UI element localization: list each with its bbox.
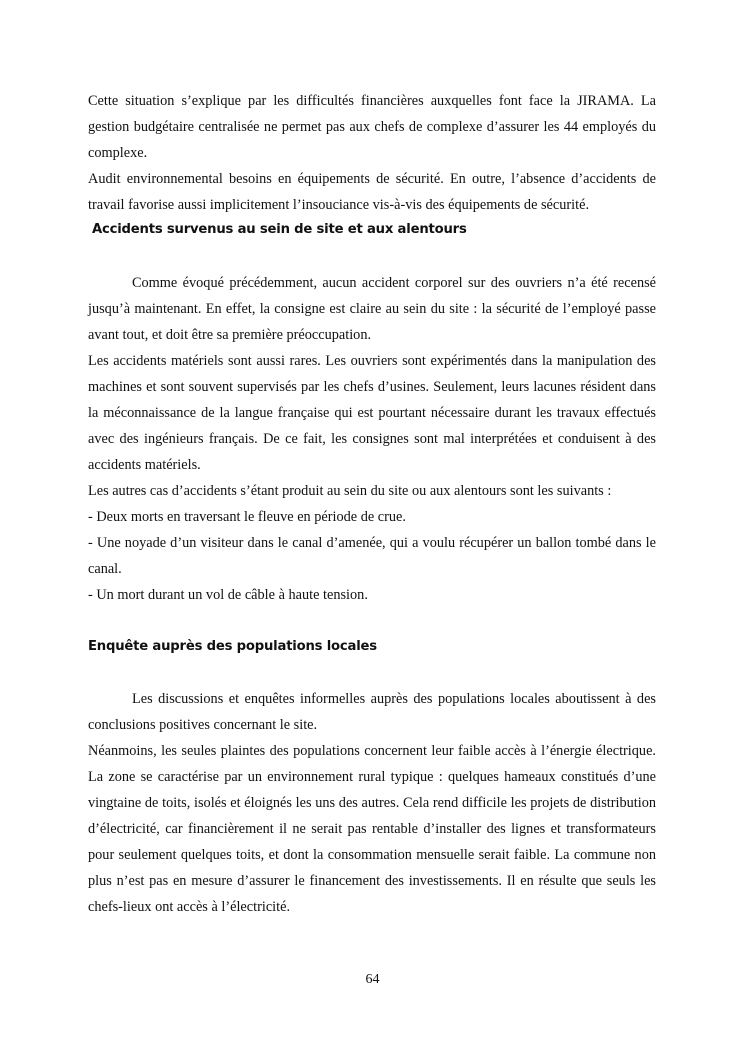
accidents-paragraph-2: Les accidents matériels sont aussi rares. Les ouvriers sont expérimentés dans la manipulation des machines et sont souvent supervisés par les chefs d’usines. Seulement, leurs lacunes résident dans la méconnaissance de la langue française qui est pourtant nécessaire durant les travaux effectués avec des ingénieurs français. De ce fait, les consignes sont mal interprétées et conduisent à des accidents matériels. — [88, 353, 656, 473]
accidents-paragraph-1: Comme évoqué précédemment, aucun accident corporel sur des ouvriers n’a été recensé jusqu’à maintenant. En effet, la consigne est claire au sein du site : la sécurité de l’employé passe avant tout, et doit être sa première préoccupation. — [88, 275, 656, 343]
page-number: 64 — [365, 972, 380, 987]
enquete-paragraph-2: Néanmoins, les seules plaintes des populations concernent leur faible accès à l’énergie électrique. La zone se caractérise par un environnement rural typique : quelques hameaux constitués d’une vingtaine de toits, isolés et éloignés les uns des autres. Cela rend difficile les projets de distribution d’électricité, car financièrement il ne serait pas rentable d’installer des lignes et transformateurs pour seulement quelques toits, et dont la consommation mensuelle serait faible. La commune non plus n’est pas en mesure d’assurer le financement des investissements. Il en résulte que seuls les chefs-lieux ont accès à l’électricité. — [88, 743, 656, 915]
accident-list-item: - Une noyade d’un visiteur dans le canal d’amenée, qui a voulu récupérer un ballon tombé dans le canal. — [88, 535, 656, 577]
enquete-paragraph-1: Les discussions et enquêtes informelles auprès des populations locales aboutissent à des conclusions positives concernant le site. — [88, 691, 656, 733]
accident-list-item: - Deux morts en traversant le fleuve en période de crue. — [88, 509, 406, 525]
section-heading-accidents: Accidents survenus au sein de site et aux alentours — [92, 222, 467, 237]
accidents-paragraph-3: Les autres cas d’accidents s’étant produit au sein du site ou aux alentours sont les suivants : — [88, 483, 612, 499]
section-heading-enquete: Enquête auprès des populations locales — [88, 639, 377, 654]
intro-paragraph-1: Cette situation s’explique par les difficultés financières auxquelles font face la JIRAMA. La gestion budgétaire centralisée ne permet pas aux chefs de complexe d’assurer les 44 employés du complexe. — [88, 93, 656, 161]
intro-paragraph-2: Audit environnemental besoins en équipements de sécurité. En outre, l’absence d’accidents de travail favorise aussi implicitement l’insouciance vis-à-vis des équipements de sécurité. — [88, 171, 656, 213]
document-page — [88, 0, 656, 1053]
accident-list-item: - Un mort durant un vol de câble à haute tension. — [88, 587, 368, 603]
